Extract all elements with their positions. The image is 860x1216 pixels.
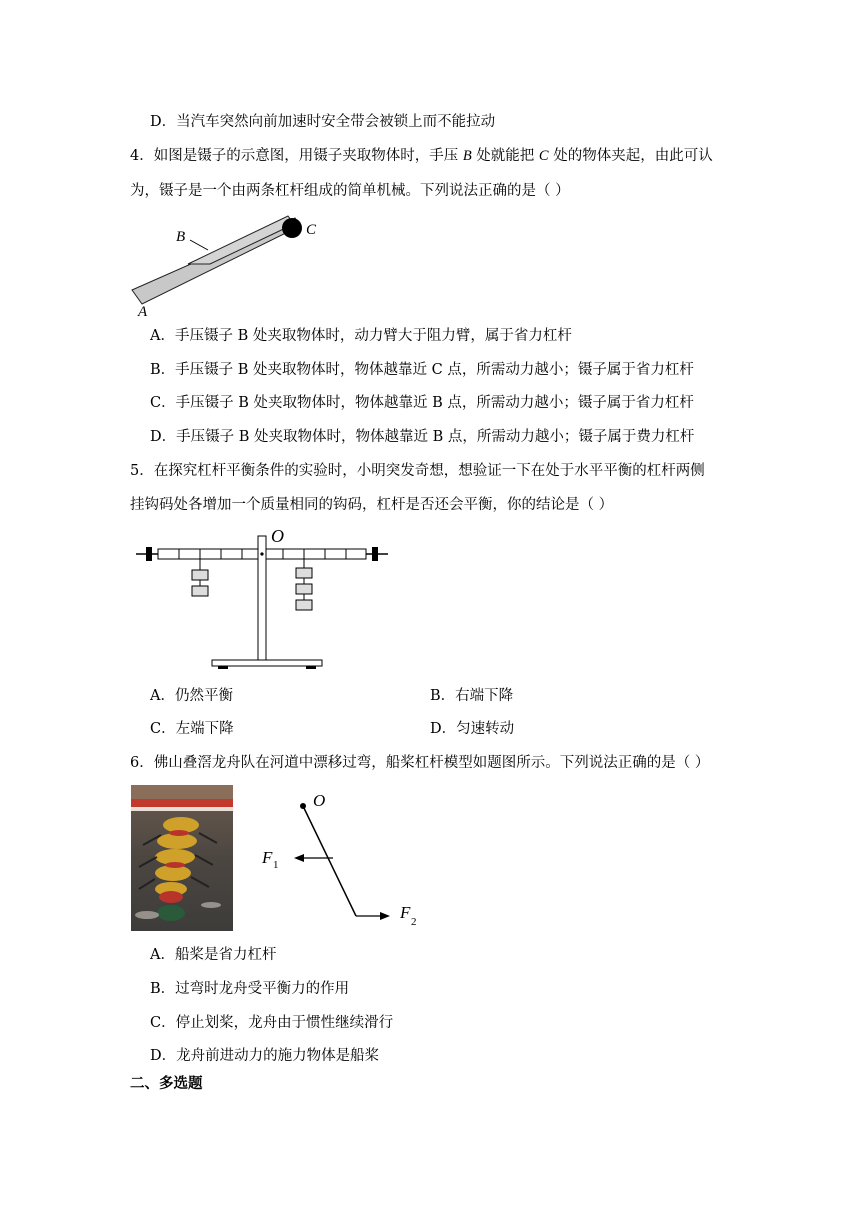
q5-option-a: A．仍然平衡 (150, 688, 233, 704)
label-b: B (176, 229, 186, 245)
label-f1-subscript: 1 (273, 859, 279, 871)
q4-option-c: C．手压镊子 B 处夹取物体时，物体越靠近 B 点，所需动力越小；镊子属于省力杠杆 (150, 395, 694, 411)
q6-stem: 6．佛山叠滘龙舟队在河道中漂移过弯，船桨杠杆模型如题图所示。下列说法正确的是（ ） (130, 755, 710, 771)
q4-stem-c: C (538, 148, 549, 164)
q4-stem-part-a: 4．如图是镊子的示意图，用镊子夹取物体时，手压 (130, 148, 463, 164)
object-ball (282, 218, 302, 238)
q4-stem-part-b: 处就能把 (471, 148, 539, 164)
q5-stem-line2: 挂钩码处各增加一个质量相同的钩码，杠杆是否还会平衡，你的结论是（ ） (130, 497, 614, 513)
label-o: O (313, 791, 326, 810)
q4-stem-part-c: 处的物体夹起，由此可认 (548, 148, 713, 164)
left-balance-nut (146, 547, 152, 561)
dragon-boat-photo (131, 785, 233, 931)
left-weight-2 (192, 586, 208, 596)
q6-option-b: B．过弯时龙舟受平衡力的作用 (150, 981, 350, 997)
pivot-point (260, 552, 263, 555)
q3-option-d: D．当汽车突然向前加速时安全带会被锁上而不能拉动 (150, 114, 496, 130)
tweezers-figure (128, 208, 338, 318)
oar-line (303, 806, 356, 916)
right-weight-2 (296, 584, 312, 594)
q4-stem-b: B (462, 148, 472, 164)
label-f1: F (262, 848, 273, 867)
q4-stem-line2: 为，镊子是一个由两条杠杆组成的简单机械。下列说法正确的是（ ） (130, 183, 570, 199)
q4-option-d: D．手压镊子 B 处夹取物体时，物体越靠近 B 点，所需动力越小；镊子属于费力杠杆 (150, 429, 695, 445)
q5-option-b: B．右端下降 (430, 688, 514, 704)
lever-figure (134, 522, 394, 672)
label-a: A (138, 304, 148, 320)
label-f2: F (400, 903, 411, 922)
right-weight-3 (296, 600, 312, 610)
q6-option-d: D．龙舟前进动力的施力物体是船桨 (150, 1048, 380, 1064)
label-c: C (306, 222, 317, 238)
q6-option-a: A．船桨是省力杠杆 (150, 947, 277, 963)
q4-option-b: B．手压镊子 B 处夹取物体时，物体越靠近 C 点，所需动力越小；镊子属于省力杠杆 (150, 362, 694, 378)
stand-base (212, 660, 322, 666)
left-weight-1 (192, 570, 208, 580)
pivot-label-o: O (271, 526, 284, 546)
right-weight-1 (296, 568, 312, 578)
tweezers-upper-arm (188, 216, 294, 264)
label-f2-subscript: 2 (411, 916, 417, 928)
b-pointer-line (190, 240, 208, 250)
q4-option-a: A．手压镊子 B 处夹取物体时，动力臂大于阻力臂，属于省力杠杆 (150, 328, 572, 344)
q6-option-c: C．停止划桨，龙舟由于惯性继续滑行 (150, 1015, 394, 1031)
q5-option-c: C．左端下降 (150, 721, 234, 737)
section-heading-multiple-choice: 二、多选题 (130, 1075, 203, 1092)
q4-stem-line1 (130, 146, 713, 166)
q5-stem-line1: 5．在探究杠杆平衡条件的实验时，小明突发奇想，想验证一下在处于水平平衡的杠杆两侧 (130, 463, 705, 479)
q5-option-d: D．匀速转动 (430, 721, 515, 737)
right-balance-nut (372, 547, 378, 561)
oar-lever-figure (256, 785, 436, 931)
